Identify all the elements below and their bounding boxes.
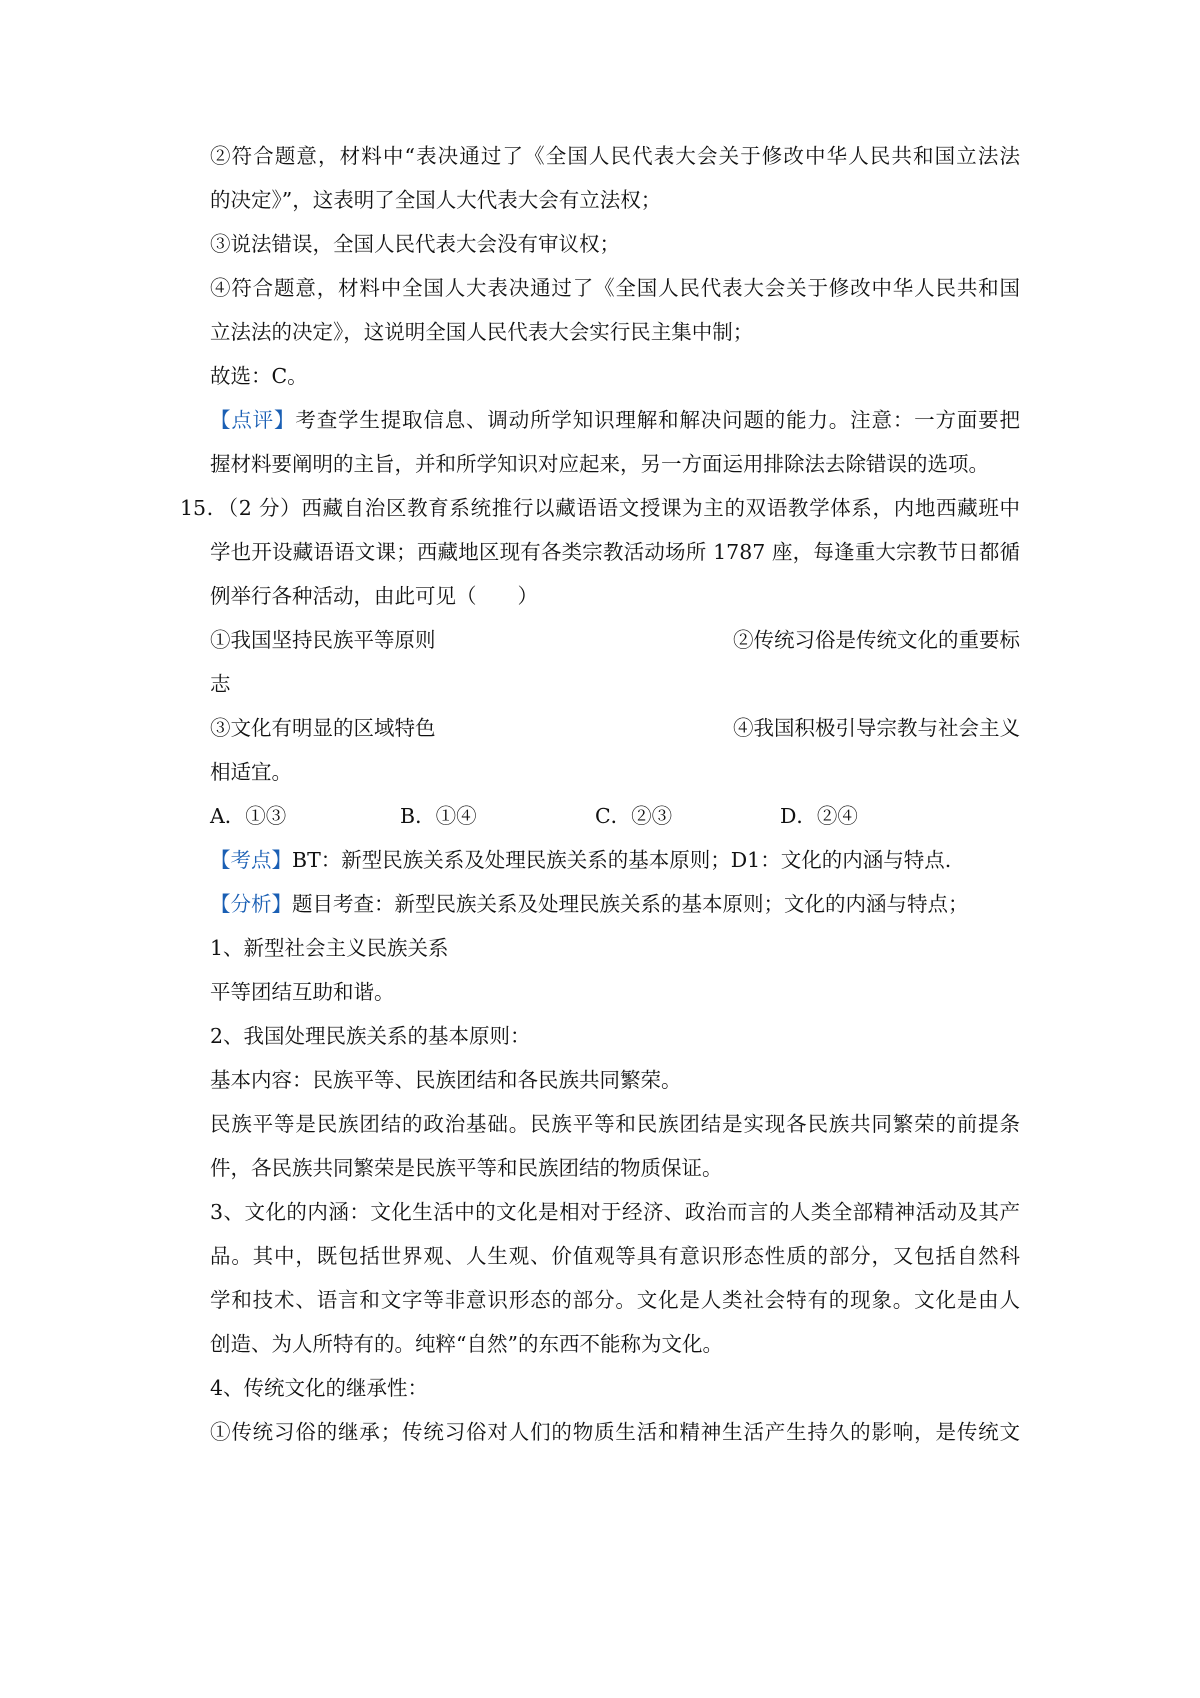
body-line: 1、新型社会主义民族关系 xyxy=(210,936,449,960)
statement-row xyxy=(210,713,1020,743)
question-stem: 例举行各种活动，由此可见（ ） xyxy=(210,584,538,608)
body-line: 件，各民族共同繁荣是民族平等和民族团结的物质保证。 xyxy=(210,1156,723,1180)
analysis-line: ③说法错误，全国人民代表大会没有审议权； xyxy=(210,232,620,256)
statement-2: ②传统习俗是传统文化的重要标 xyxy=(733,628,1020,652)
option-b: B．①④ xyxy=(400,804,477,828)
statement-2-cont: 志 xyxy=(210,672,231,696)
body-line: ①传统习俗的继承；传统习俗对人们的物质生活和精神生活产生持久的影响，是传统文 xyxy=(210,1420,1020,1444)
review-tag: 【点评】 xyxy=(210,408,296,432)
statement-4-cont: 相适宜。 xyxy=(210,760,292,784)
answer-line: 故选：C。 xyxy=(210,364,308,388)
body-line: 学和技术、语言和文字等非意识形态的部分。文化是人类社会特有的现象。文化是由人 xyxy=(210,1288,1020,1312)
statement-1: ①我国坚持民族平等原则 xyxy=(210,628,436,652)
body-line: 品。其中，既包括世界观、人生观、价值观等具有意识形态性质的部分，又包括自然科 xyxy=(210,1244,1020,1268)
review-text: 考查学生提取信息、调动所学知识理解和解决问题的能力。注意：一方面要把 xyxy=(295,408,1020,432)
kaodian-line xyxy=(210,845,1020,875)
analysis-line: ②符合题意，材料中“表决通过了《全国人民代表大会关于修改中华人民共和国立法法 xyxy=(210,144,1020,168)
fenxi-tag: 【分析】 xyxy=(210,892,292,916)
body-line: 创造、为人所特有的。纯粹“自然”的东西不能称为文化。 xyxy=(210,1332,723,1356)
body-line: 3、文化的内涵：文化生活中的文化是相对于经济、政治而言的人类全部精神活动及其产 xyxy=(210,1200,1020,1224)
answer-options xyxy=(210,801,1020,831)
kaodian-text: BT：新型民族关系及处理民族关系的基本原则；D1：文化的内涵与特点. xyxy=(292,848,952,872)
review-line: 握材料要阐明的主旨，并和所学知识对应起来，另一方面运用排除法去除错误的选项。 xyxy=(210,452,989,476)
statement-row xyxy=(210,625,1020,655)
option-d: D．②④ xyxy=(780,804,858,828)
question-stem: 15．（2 分）西藏自治区教育系统推行以藏语语文授课为主的双语教学体系，内地西藏班中 xyxy=(180,496,1020,520)
body-line: 4、传统文化的继承性： xyxy=(210,1376,429,1400)
question-stem: 学也开设藏语语文课；西藏地区现有各类宗教活动场所 1787 座，每逢重大宗教节日都循 xyxy=(210,540,1020,564)
analysis-line: 的决定》”，这表明了全国人大代表大会有立法权； xyxy=(210,188,662,212)
option-c: C．②③ xyxy=(595,804,673,828)
review-line xyxy=(210,405,1020,435)
body-line: 民族平等是民族团结的政治基础。民族平等和民族团结是实现各民族共同繁荣的前提条 xyxy=(210,1112,1020,1136)
fenxi-text: 题目考查：新型民族关系及处理民族关系的基本原则；文化的内涵与特点； xyxy=(292,892,969,916)
fenxi-line xyxy=(210,889,1020,919)
statement-4: ④我国积极引导宗教与社会主义 xyxy=(733,716,1020,740)
body-line: 基本内容：民族平等、民族团结和各民族共同繁荣。 xyxy=(210,1068,682,1092)
kaodian-tag: 【考点】 xyxy=(210,848,292,872)
analysis-line: ④符合题意，材料中全国人大表决通过了《全国人民代表大会关于修改中华人民共和国 xyxy=(210,276,1020,300)
statement-3: ③文化有明显的区域特色 xyxy=(210,716,436,740)
option-a: A．①③ xyxy=(210,804,287,828)
body-line: 平等团结互助和谐。 xyxy=(210,980,395,1004)
body-line: 2、我国处理民族关系的基本原则： xyxy=(210,1024,531,1048)
analysis-line: 立法法的决定》，这说明全国人民代表大会实行民主集中制； xyxy=(210,320,754,344)
